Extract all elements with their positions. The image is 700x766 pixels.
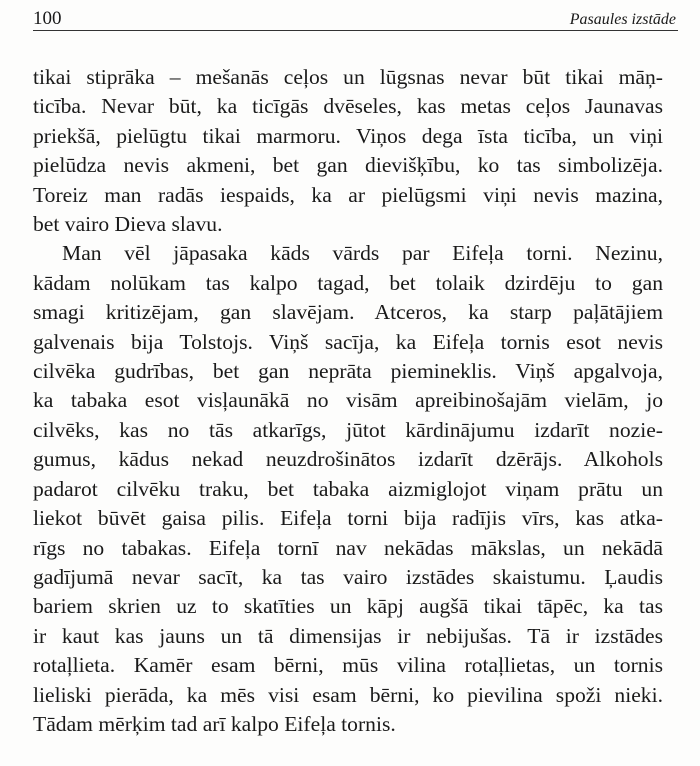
text-line: rīgs no tabakas. Eifeļa tornī nav nekādas mākslas, un nekādā — [33, 535, 663, 560]
text-line: padarot cilvēku traku, bet tabaka aizmiglojot viņam prātu un — [33, 476, 663, 501]
page-header — [33, 4, 678, 31]
text-line: gadījumā nevar sacīt, ka tas vairo izstādes skaistumu. Ļaudis — [33, 564, 663, 589]
text-line: smagi kritizējam, gan slavējam. Atceros, ka starp paļātājiem — [33, 300, 663, 325]
text-line: Toreiz man radās iespaids, ka ar pielūgsmi viņi nevis mazina, — [33, 182, 663, 207]
text-line: kādam nolūkam tas kalpo tagad, bet tolaik dzirdēju to gan — [33, 270, 663, 295]
text-line: ka tabaka esot visļaunākā no visām apreibinošajām vielām, jo — [33, 388, 663, 413]
text-line: cilvēka gudrības, bet gan neprāta piemineklis. Viņš apgalvoja, — [33, 359, 663, 384]
text-line: liekot būvēt gaisa pilis. Eifeļa torni bija radījis vīrs, kas atka- — [33, 506, 663, 531]
text-line: tikai stiprāka – mešanās ceļos un lūgsnas nevar būt tikai māņ- — [33, 65, 663, 89]
text-line: galvenais bija Tolstojs. Viņš sacīja, ka Eifeļa tornis esot nevis — [33, 329, 663, 354]
text-line: pielūdza nevis akmeni, bet gan dievišķību, ko tas simbolizēja. — [33, 153, 663, 178]
text-line: cilvēks, kas no tās atkarīgs, jūtot kārdinājumu izdarīt nozie- — [33, 417, 663, 442]
text-line: lieliski pierāda, ka mēs visi esam bērni, ko pievilina spoži nieki. — [33, 682, 663, 707]
running-title: Pasaules izstāde — [569, 11, 676, 28]
page-number: 100 — [33, 8, 62, 29]
text-line: bariem skrien uz to skatīties un kāpj augšā tikai tāpēc, ka tas — [33, 594, 663, 619]
text-line: priekšā, pielūgtu tikai marmoru. Viņos dega īsta ticība, un viņi — [33, 123, 663, 148]
paragraph-2 — [33, 239, 663, 739]
text-line: gumus, kādus nekad neuzdrošinātos izdarīt dzērājs. Alkohols — [33, 447, 663, 472]
text-line: ticība. Nevar būt, ka ticīgās dvēseles, kas metas ceļos Jaunavas — [33, 94, 663, 119]
text-line: bet vairo Dieva slavu. — [33, 212, 223, 237]
text-line: rotaļlieta. Kamēr esam bērni, mūs vilina rotaļlietas, un tornis — [33, 653, 663, 678]
body-text — [33, 63, 663, 739]
paragraph-1 — [33, 63, 663, 239]
text-line: Man vēl jāpasaka kāds vārds par Eifeļa torni. Nezinu, — [62, 241, 663, 266]
text-line: Tādam mērķim tad arī kalpo Eifeļa tornis. — [33, 711, 396, 736]
text-line: ir kaut kas jauns un tā dimensijas ir nebijušas. Tā ir izstādes — [33, 623, 663, 648]
